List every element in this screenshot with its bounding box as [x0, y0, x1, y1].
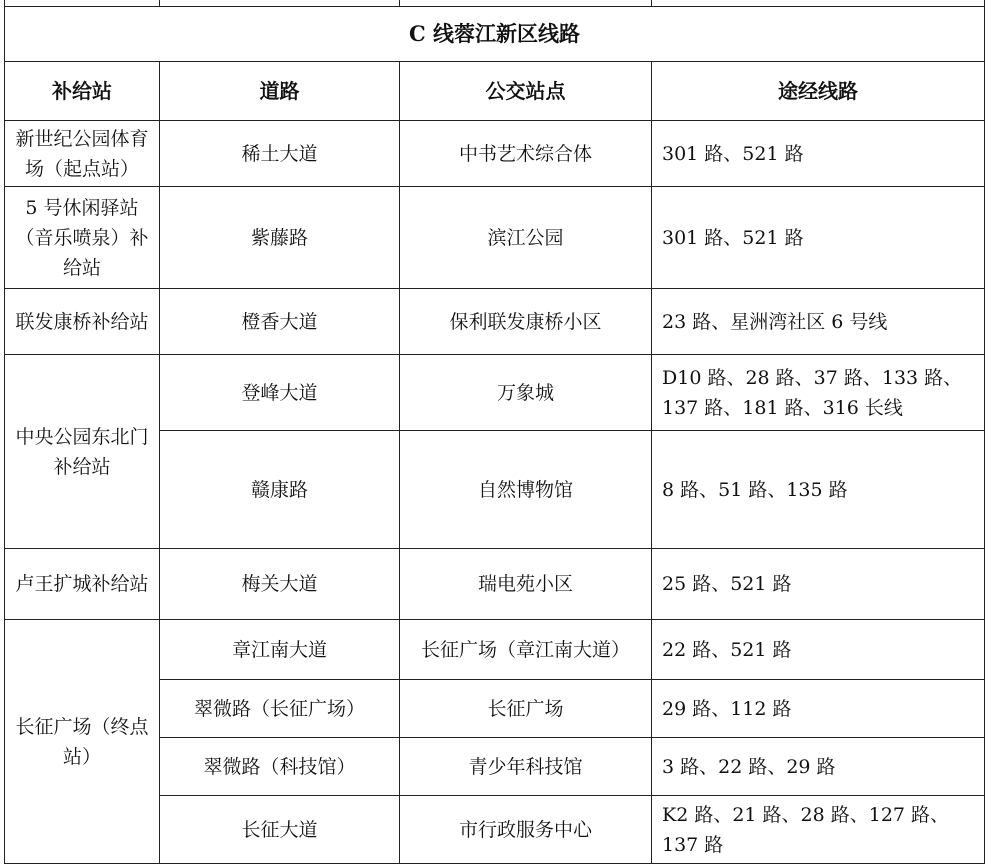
table-row [5, 620, 985, 680]
road-cell: 长征大道 [160, 796, 400, 864]
road-cell: 紫藤路 [160, 187, 400, 289]
header-row [5, 62, 985, 121]
header-routes: 途经线路 [652, 62, 985, 121]
road-cell: 稀土大道 [160, 121, 400, 187]
title-row [5, 7, 985, 62]
table-row [5, 289, 985, 355]
stop-cell: 长征广场 [400, 680, 652, 738]
stop-cell: 中书艺术综合体 [400, 121, 652, 187]
routes-cell: 25 路、521 路 [652, 549, 985, 620]
stop-cell: 青少年科技馆 [400, 738, 652, 796]
road-cell: 翠微路（科技馆） [160, 738, 400, 796]
station-cell: 卢王扩城补给站 [5, 549, 160, 620]
table-row [5, 187, 985, 289]
road-cell: 登峰大道 [160, 355, 400, 431]
supply-station-table [4, 0, 985, 864]
table-row [5, 549, 985, 620]
routes-cell: 29 路、112 路 [652, 680, 985, 738]
stop-cell: 市行政服务中心 [400, 796, 652, 864]
station-cell: 联发康桥补给站 [5, 289, 160, 355]
stop-cell: 保利联发康桥小区 [400, 289, 652, 355]
routes-cell: 301 路、521 路 [652, 121, 985, 187]
routes-cell: 23 路、星洲湾社区 6 号线 [652, 289, 985, 355]
table-row [5, 121, 985, 187]
station-cell: 长征广场（终点站） [5, 620, 160, 864]
header-station: 补给站 [5, 62, 160, 121]
routes-cell: 301 路、521 路 [652, 187, 985, 289]
road-cell: 橙香大道 [160, 289, 400, 355]
stop-cell: 瑞电苑小区 [400, 549, 652, 620]
station-cell: 中央公园东北门补给站 [5, 355, 160, 549]
table-title: C 线蓉江新区线路 [5, 7, 985, 62]
station-cell: 5 号休闲驿站（音乐喷泉）补给站 [5, 187, 160, 289]
road-cell: 章江南大道 [160, 620, 400, 680]
routes-cell: K2 路、21 路、28 路、127 路、137 路 [652, 796, 985, 864]
header-stop: 公交站点 [400, 62, 652, 121]
table-row [5, 355, 985, 431]
routes-cell: 8 路、51 路、135 路 [652, 431, 985, 549]
road-cell: 梅关大道 [160, 549, 400, 620]
station-cell: 新世纪公园体育场（起点站） [5, 121, 160, 187]
header-road: 道路 [160, 62, 400, 121]
stop-cell: 万象城 [400, 355, 652, 431]
routes-cell: D10 路、28 路、37 路、133 路、137 路、181 路、316 长线 [652, 355, 985, 431]
routes-cell: 22 路、521 路 [652, 620, 985, 680]
routes-cell: 3 路、22 路、29 路 [652, 738, 985, 796]
stop-cell: 滨江公园 [400, 187, 652, 289]
road-cell: 翠微路（长征广场） [160, 680, 400, 738]
stop-cell: 自然博物馆 [400, 431, 652, 549]
stop-cell: 长征广场（章江南大道） [400, 620, 652, 680]
road-cell: 赣康路 [160, 431, 400, 549]
